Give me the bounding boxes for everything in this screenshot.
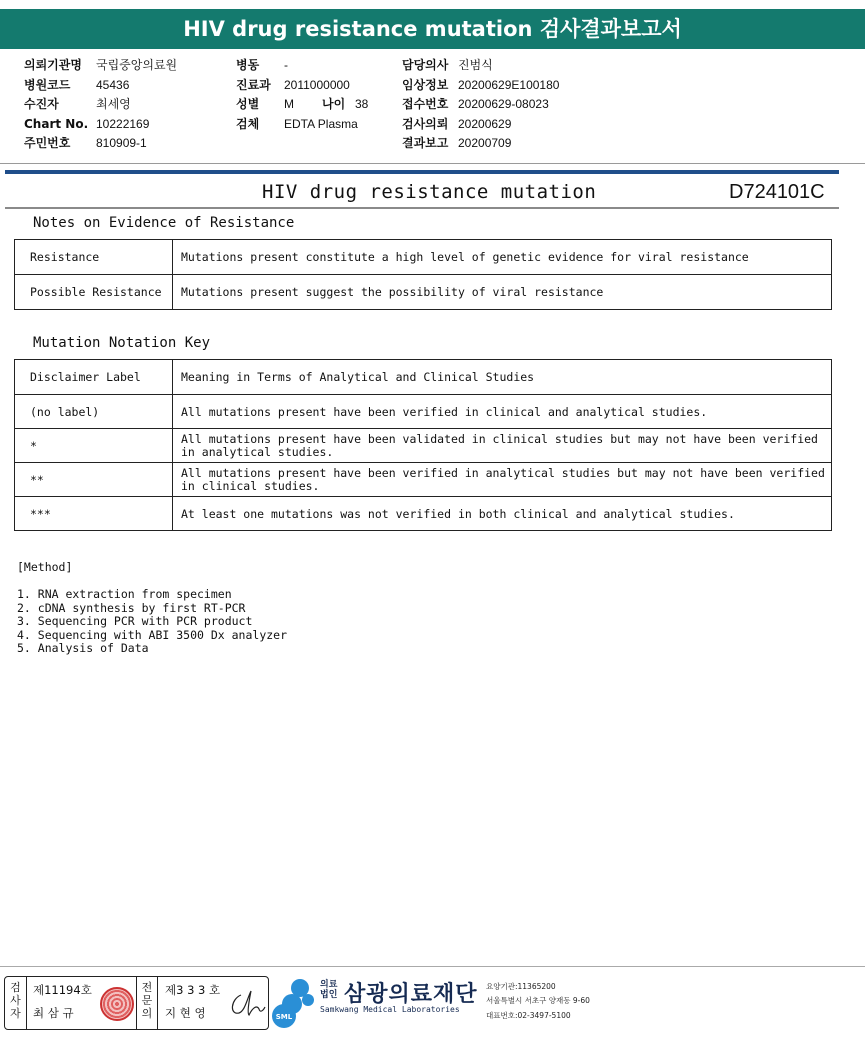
- info-label: 진료과: [236, 77, 271, 92]
- age-value: 38: [355, 97, 369, 111]
- info-label: 병동: [236, 58, 260, 72]
- divider-thick: [5, 170, 839, 174]
- divider: [5, 207, 839, 209]
- info-label: 임상정보: [402, 77, 449, 92]
- table-row: [15, 275, 832, 310]
- info-value: 국립중앙의료원: [96, 58, 178, 72]
- info-label: 접수번호: [402, 97, 449, 111]
- table-cell: Mutations present suggest the possibility of viral resistance: [173, 275, 832, 310]
- info-row: [236, 95, 368, 115]
- info-value: 45436: [96, 77, 130, 92]
- signature-scribble: [227, 985, 267, 1021]
- info-row: [236, 56, 368, 76]
- table-header-row: [15, 360, 832, 395]
- table-row: [15, 240, 832, 275]
- info-row: [402, 115, 559, 135]
- notation-table: [14, 359, 832, 531]
- specialist-name: 지 현 영: [165, 1006, 206, 1020]
- info-value: M: [284, 97, 294, 111]
- org-code: 요양기관:11365200: [486, 982, 556, 991]
- info-value: -: [284, 58, 288, 72]
- org-phone: 대표번호:02-3497-5100: [486, 1011, 571, 1020]
- organization-english-name: Samkwang Medical Laboratories: [320, 1005, 460, 1014]
- tester-name: 최 삼 규: [33, 1006, 74, 1020]
- method-step: 2. cDNA synthesis by first RT-PCR: [17, 600, 246, 615]
- tester-label: [5, 977, 27, 1029]
- org-address: 서울특별시 서초구 양재동 9-60: [486, 996, 590, 1005]
- table-header-cell: Disclaimer Label: [15, 360, 173, 395]
- info-label: Chart No.: [24, 116, 89, 131]
- organization-name: 삼광의료재단: [344, 982, 478, 1007]
- info-value: 최세영: [96, 97, 131, 111]
- tester-info: [33, 979, 92, 1025]
- info-label: 검체: [236, 116, 260, 131]
- table-cell: (no label): [15, 395, 173, 429]
- info-row: [24, 76, 177, 96]
- table-cell: At least one mutations was not verified in both clinical and analytical studies.: [173, 497, 832, 531]
- specialist-label-text: 전문의: [141, 981, 153, 1020]
- info-label: 담당의사: [402, 58, 449, 72]
- info-row: [24, 95, 177, 115]
- info-value: 20200629-08023: [458, 97, 549, 111]
- report-header-title: HIV drug resistance mutation 검사결과보고서: [0, 9, 865, 49]
- org-type-line: 의료: [320, 980, 338, 990]
- specialist-info: [165, 979, 220, 1025]
- logo-text: SML: [275, 1013, 293, 1021]
- table-cell: Possible Resistance: [15, 275, 173, 310]
- table-cell: *: [15, 429, 173, 463]
- info-row: [236, 115, 368, 135]
- notation-heading: Mutation Notation Key: [33, 335, 211, 351]
- info-label: 검사의뢰: [402, 116, 449, 131]
- evidence-table: [14, 239, 832, 310]
- info-value: EDTA Plasma: [284, 116, 358, 131]
- report-title: HIV drug resistance mutation: [262, 181, 597, 203]
- info-row: [402, 56, 559, 76]
- footer-divider: [0, 966, 865, 967]
- info-label: 주민번호: [24, 136, 71, 150]
- method-heading: [Method]: [17, 560, 73, 574]
- info-value: 진범식: [458, 58, 493, 72]
- table-cell: All mutations present have been verified in analytical studies but may not have been verified in clinical studies.: [173, 463, 832, 497]
- info-label: 의뢰기관명: [24, 58, 82, 72]
- info-row: [24, 115, 177, 135]
- info-label: 결과보고: [402, 136, 449, 150]
- info-value: 20200629E100180: [458, 77, 560, 92]
- info-label: 병원코드: [24, 77, 71, 92]
- org-type-line: 법인: [320, 990, 338, 1000]
- table-cell: Resistance: [15, 240, 173, 275]
- info-row: [402, 134, 559, 154]
- info-value: 810909-1: [96, 136, 147, 150]
- org-type: [320, 980, 337, 1000]
- table-row: [15, 463, 832, 497]
- info-label: 수진자: [24, 97, 59, 111]
- signature-box: [4, 976, 269, 1030]
- info-value: 20200629: [458, 116, 512, 131]
- organization-contact: [486, 980, 590, 1023]
- patient-info-column-2: [236, 56, 368, 134]
- table-cell: **: [15, 463, 173, 497]
- table-cell: All mutations present have been verified in clinical and analytical studies.: [173, 395, 832, 429]
- age-label: 나이: [322, 97, 346, 111]
- info-value: 20200709: [458, 136, 512, 150]
- info-row: [402, 76, 559, 96]
- table-cell: Mutations present constitute a high level of genetic evidence for viral resistance: [173, 240, 832, 275]
- tester-label-text: 검사자: [10, 981, 21, 1020]
- specialist-license-no: 제3 3 3 호: [165, 983, 221, 997]
- info-row: [24, 56, 177, 76]
- table-row: [15, 429, 832, 463]
- report-code: D724101C: [729, 181, 825, 203]
- table-row: [15, 395, 832, 429]
- organization-logo: [270, 976, 318, 1030]
- info-row: [236, 76, 368, 96]
- specialist-label: [136, 977, 158, 1029]
- method-step: 5. Analysis of Data: [17, 641, 149, 655]
- table-row: [15, 497, 832, 531]
- table-cell: ***: [15, 497, 173, 531]
- info-label: 성별: [236, 97, 260, 111]
- table-header-cell: Meaning in Terms of Analytical and Clinical Studies: [173, 360, 832, 395]
- method-step: 3. Sequencing PCR with PCR product: [17, 614, 253, 628]
- method-steps: [17, 588, 287, 656]
- divider: [0, 163, 865, 164]
- table-cell: All mutations present have been validated in clinical studies but may not have been verified in analytical studies.: [173, 429, 832, 463]
- method-step: 4. Sequencing with ABI 3500 Dx analyzer: [17, 627, 288, 642]
- official-seal: [100, 987, 134, 1021]
- patient-info-column-1: [24, 56, 177, 154]
- info-row: [402, 95, 559, 115]
- info-value: 10222169: [96, 116, 150, 131]
- method-step: 1. RNA extraction from specimen: [17, 587, 232, 601]
- info-row: [24, 134, 177, 154]
- evidence-heading: Notes on Evidence of Resistance: [33, 215, 295, 231]
- tester-license-no: 제11194호: [33, 983, 92, 997]
- patient-info-column-3: [402, 56, 559, 154]
- info-value: 2011000000: [284, 77, 350, 92]
